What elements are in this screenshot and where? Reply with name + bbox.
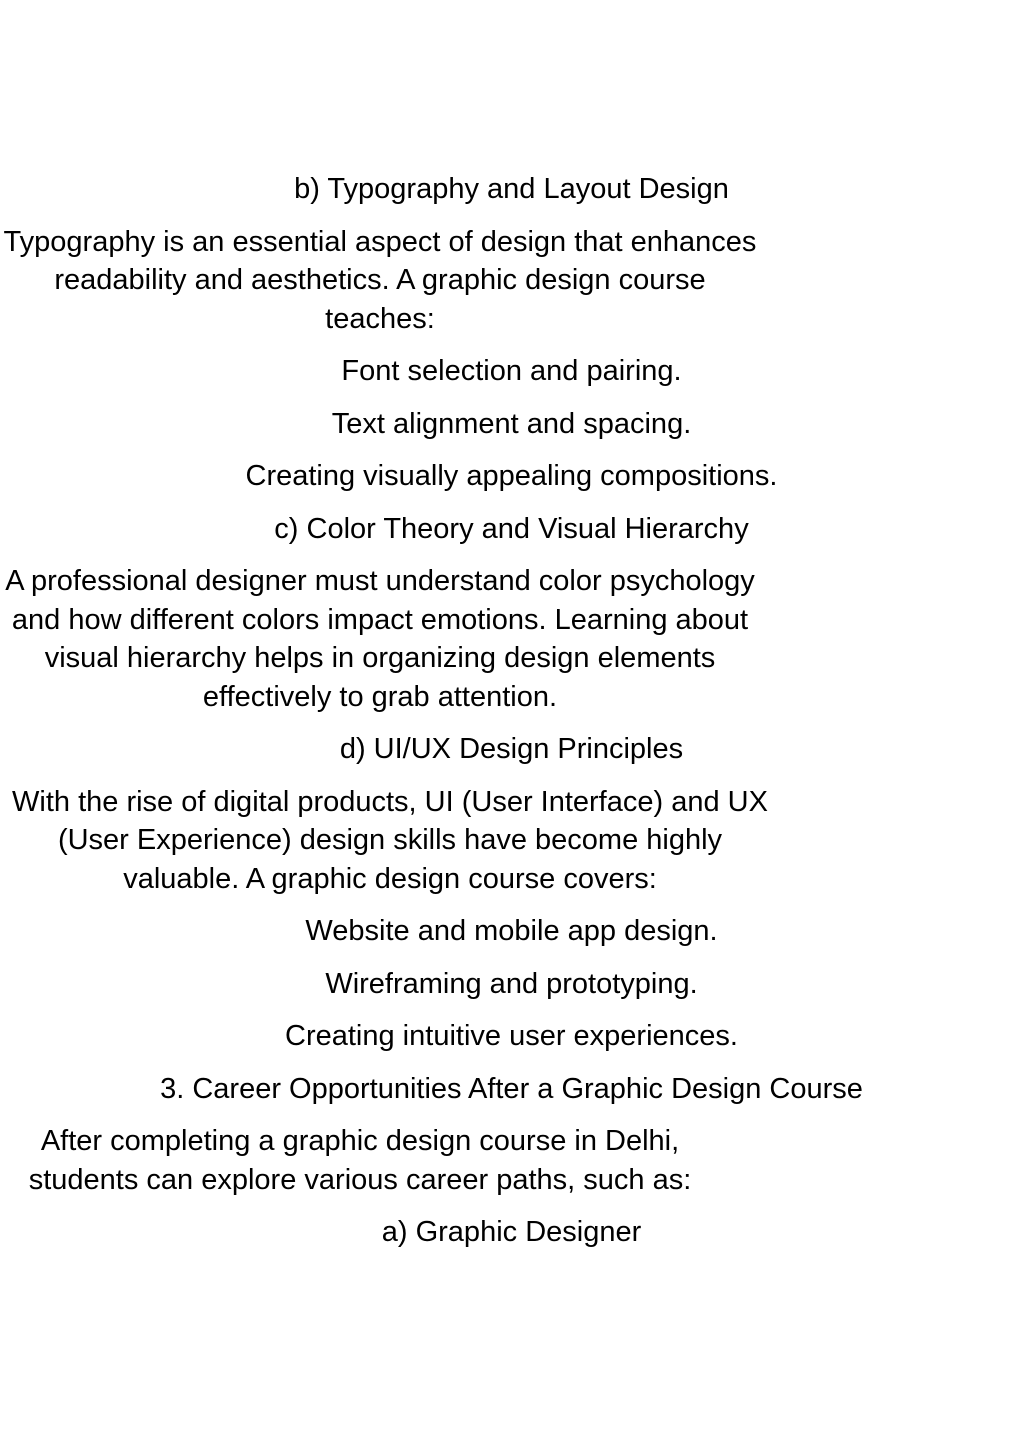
list-item-user-experiences: Creating intuitive user experiences. xyxy=(285,1020,738,1052)
paragraph-career: After completing a graphic design course in Delhi, students can explore various career paths, such as: xyxy=(28,1125,692,1196)
paragraph-color-theory: A professional designer must understand color psychology and how different colors impact emotions. Learning about visual hierarchy helps in organizing design elements effectively to grab attention. xyxy=(5,565,755,713)
paragraph-typography: Typography is an essential aspect of design that enhances readability and aesthetics. A graphic design course teaches: xyxy=(3,225,757,335)
heading-graphic-designer: a) Graphic Designer xyxy=(381,1216,642,1248)
heading-typography-layout: b) Typography and Layout Design xyxy=(294,173,729,205)
document-page xyxy=(0,170,1023,1266)
list-item-compositions: Creating visually appealing compositions. xyxy=(245,460,778,492)
heading-ui-ux: d) UI/UX Design Principles xyxy=(339,733,684,765)
paragraph-ui-ux: With the rise of digital products, UI (User Interface) and UX (User Experience) design skills have become highly valuable. A graphic design course covers: xyxy=(12,785,768,895)
list-item-text-alignment: Text alignment and spacing. xyxy=(331,407,692,440)
heading-career-opportunities: 3. Career Opportunities After a Graphic Design Course xyxy=(160,1072,863,1105)
heading-color-theory: c) Color Theory and Visual Hierarchy xyxy=(274,512,749,545)
list-item-font-selection: Font selection and pairing. xyxy=(341,355,682,387)
list-item-wireframing: Wireframing and prototyping. xyxy=(325,967,698,1000)
list-item-website-app: Website and mobile app design. xyxy=(305,915,718,947)
